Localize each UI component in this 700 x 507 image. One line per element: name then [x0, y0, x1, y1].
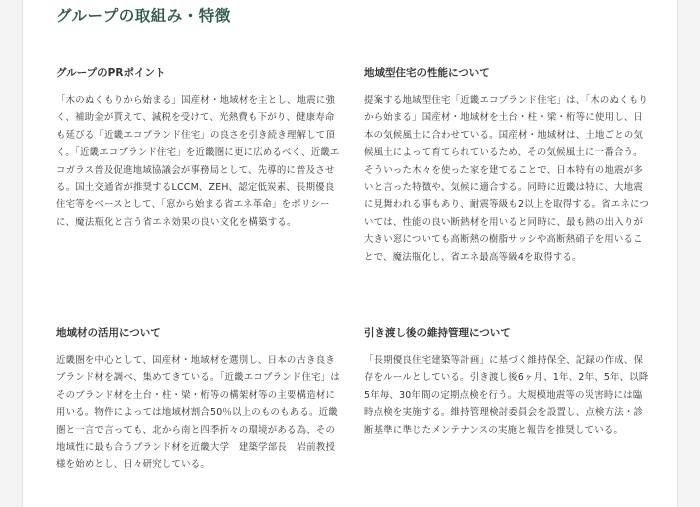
- section-maintenance-after-handover: [364, 326, 650, 439]
- section-body: 「長期優良住宅建築等計画」に基づく維持保全、記録の作成、保存をルールとしている。引き渡し後6ヶ月、1年、2年、5年、以降5年毎、30年間の定期点検を行う。大規模地震等の災害時には臨時点検を実施する。維持管理検討委員会を設置し、点検方法・診断基準に準じたメンテナンスの実施と報告を推奨している。: [364, 355, 649, 436]
- section-heading: 地域型住宅の性能について: [364, 67, 490, 79]
- section-regional-wood-use: [56, 326, 342, 474]
- section-body: 提案する地域型住宅「近畿エコブランド住宅」は、「木のぬくもりから始まる」国産材・地域材を土台・柱・梁・桁等に使用し、日本の気候風土に合わせている。国産材・地域材は、土地ごとの気候風土によって育てられているため、その気候風土に一番合う。そういった木々を使った家を建てることで、日本特有の地震が多いと言った特徴や、気候に適合する。同時に近畿は特に、大地震に見舞われる事もあり、耐震等級も2以上を取得する。省エネについては、性能の良い断熱材を用いると同時に、最も熱の出入りが大きい窓についても高断熱の樹脂サッシや高断熱硝子を用いることで、魔法瓶化し、省エネ最高等級4を取得する。: [364, 95, 650, 263]
- section-heading: グループのPRポイント: [56, 67, 166, 79]
- section-heading: 引き渡し後の維持管理について: [364, 327, 511, 339]
- section-pr-points: [56, 66, 342, 231]
- section-body: 近畿圏を中心として、国産材・地域材を選別し、日本の古き良きブランド材を調べ、集めてきている。「近畿エコブランド住宅」はそのブランド材を土台・柱・梁・桁等の構架材等の主要構造材に用いる。物件によっては地域材割合50％以上のものもある。近畿圏と一言で言っても、北から南と四季折々の環境がある為、その地域性に最も合うブランド材を近畿大学 建築学部長 岩前教授様を始めとし、日々研究している。: [56, 355, 341, 471]
- page-title: グループの取組み・特徴: [56, 7, 231, 25]
- section-body: 「木のぬくもりから始まる」国産材・地域材を主とし、地震に強く、補助金が貰えて、減税を受けて、光熱費も下がり、健康寿命も延びる「近畿エコブランド住宅」の良さを引き続き理解して頂く。「近畿エコブランド住宅」を近畿圏に更に広めるべく、近畿エコガラス普及促進地域協議会が事務局として、先導的に普及させる。国土交通省が推奨するLCCM、ZEH、認定低炭素、長期優良住宅等をベースとして、「窓から始まる省エネ革命」をポリシーに、魔法瓶化と言う省エネ効果の良い文化を構築する。: [56, 95, 340, 228]
- section-regional-housing-performance: [364, 66, 650, 266]
- section-heading: 地域材の活用について: [56, 327, 161, 339]
- content-card: [22, 0, 678, 507]
